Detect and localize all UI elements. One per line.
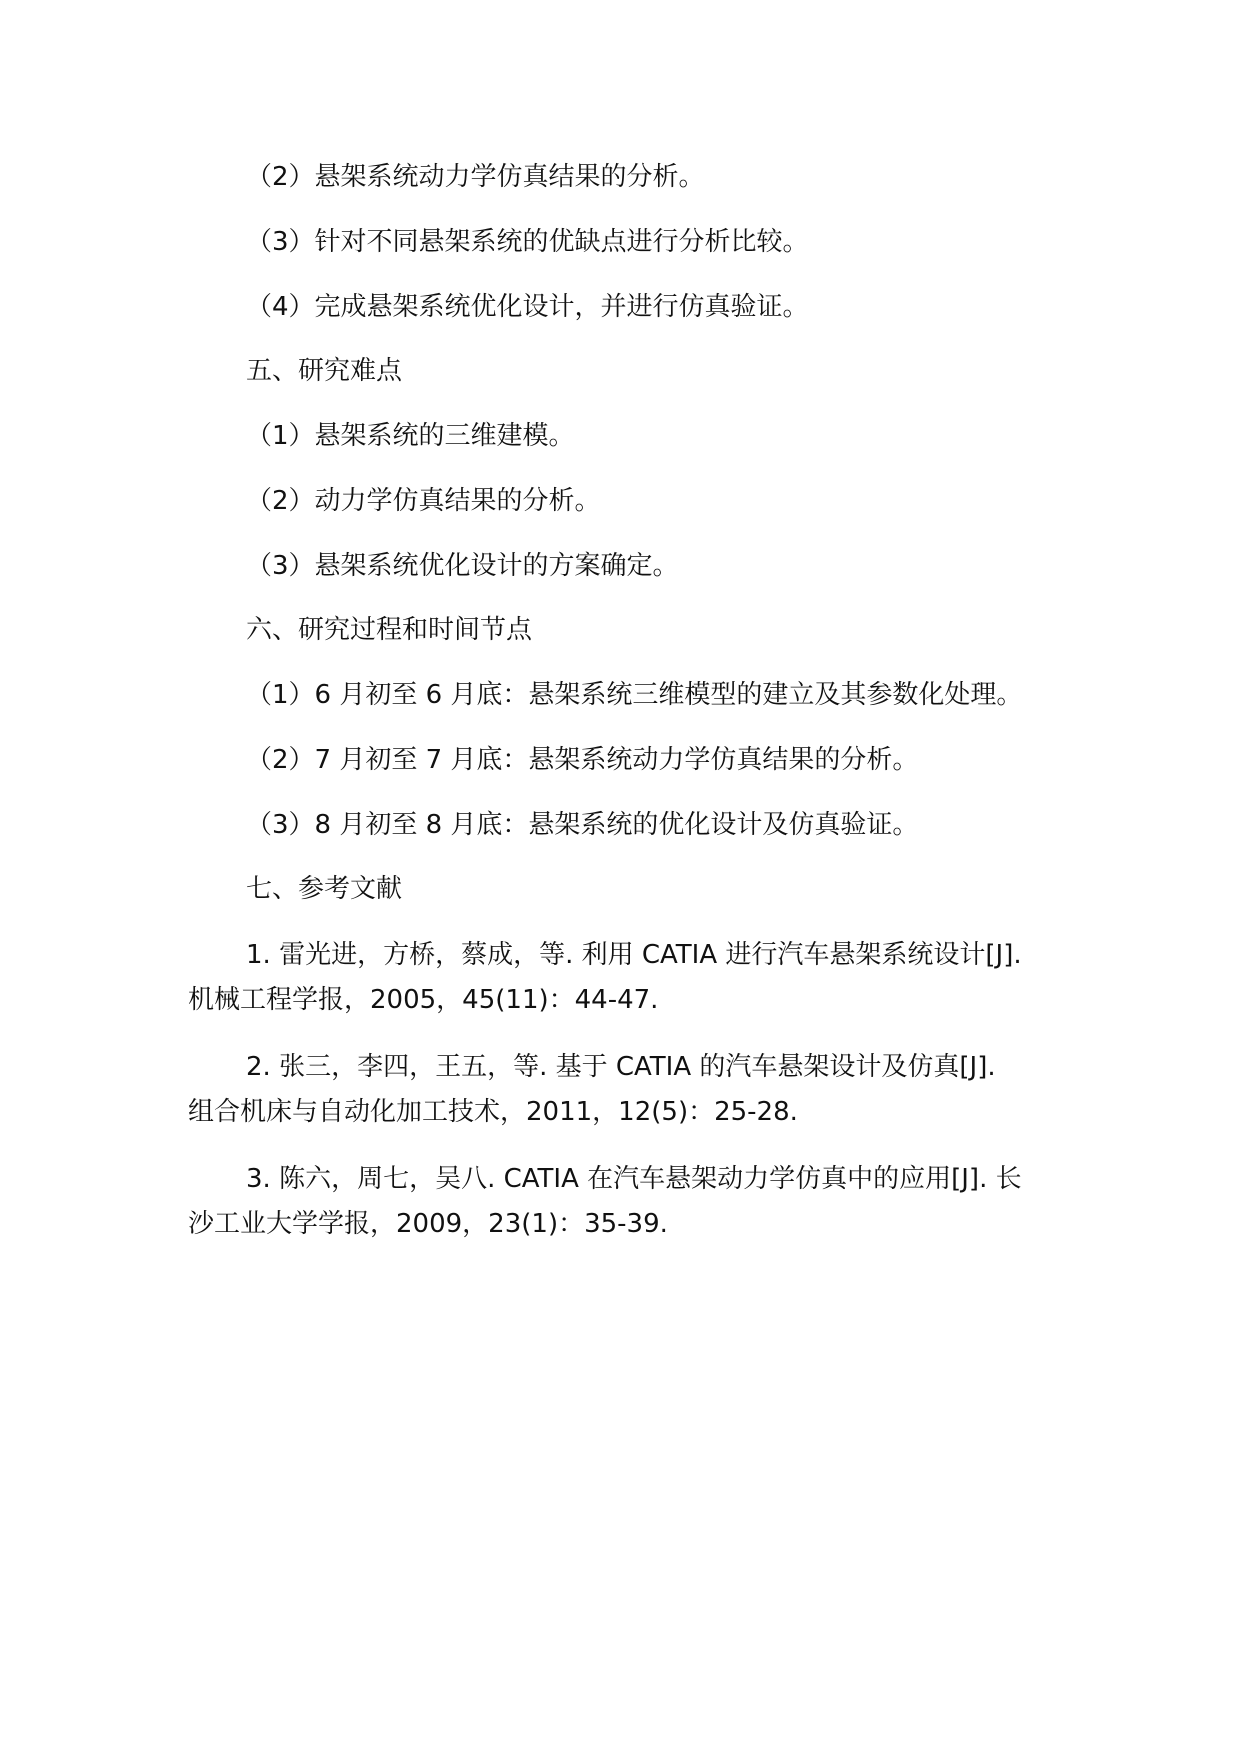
reference-2 [188, 1045, 1058, 1135]
section-heading-references: 七、参考文献 [246, 874, 403, 904]
section-heading-schedule: 六、研究过程和时间节点 [246, 615, 533, 645]
reference-1-line-1: 1. 雷光进，方桥，蔡成，等. 利用 CATIA 进行汽车悬架系统设计[J]. [246, 940, 1022, 970]
schedule-item-1: （1）6 月初至 6 月底：悬架系统三维模型的建立及其参数化处理。 [246, 680, 1023, 710]
section-heading-difficulties: 五、研究难点 [246, 356, 403, 386]
difficulty-item-3: （3）悬架系统优化设计的方案确定。 [246, 551, 679, 581]
reference-3-line-1: 3. 陈六，周七，吴八. CATIA 在汽车悬架动力学仿真中的应用[J]. 长 [246, 1164, 1022, 1194]
reference-3 [188, 1157, 1058, 1247]
task-item-2: （2）悬架系统动力学仿真结果的分析。 [246, 162, 705, 192]
reference-3-line-2: 沙工业大学学报，2009，23(1)：35-39. [188, 1209, 668, 1239]
schedule-item-2: （2）7 月初至 7 月底：悬架系统动力学仿真结果的分析。 [246, 745, 919, 775]
reference-1 [188, 933, 1058, 1023]
task-item-4: （4）完成悬架系统优化设计，并进行仿真验证。 [246, 292, 809, 322]
schedule-item-3: （3）8 月初至 8 月底：悬架系统的优化设计及仿真验证。 [246, 810, 919, 840]
reference-2-line-2: 组合机床与自动化加工技术，2011，12(5)：25-28. [188, 1097, 798, 1127]
difficulty-item-1: （1）悬架系统的三维建模。 [246, 421, 575, 451]
reference-2-line-1: 2. 张三，李四，王五，等. 基于 CATIA 的汽车悬架设计及仿真[J]. [246, 1052, 996, 1082]
difficulty-item-2: （2）动力学仿真结果的分析。 [246, 486, 601, 516]
task-item-3: （3）针对不同悬架系统的优缺点进行分析比较。 [246, 227, 809, 257]
reference-1-line-2: 机械工程学报，2005，45(11)：44-47. [188, 985, 659, 1015]
